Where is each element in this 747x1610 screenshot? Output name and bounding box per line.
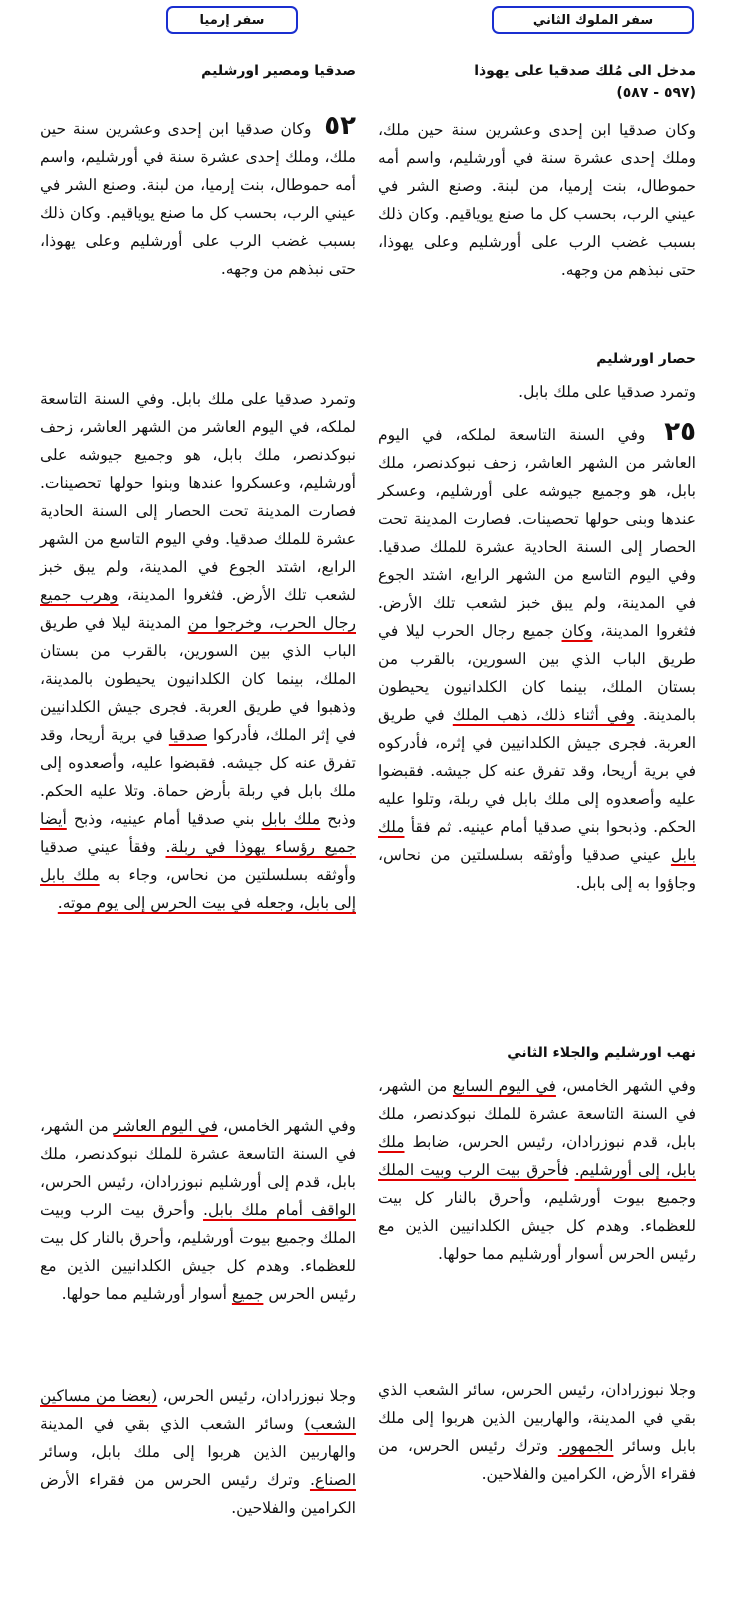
section-heading-zedekiah-reign: مدخل الى مُلك صدقيا على يهوذا <box>474 63 696 79</box>
verse-text: من الشهر، في السنة التاسعة عشرة للملك نبوكدنصر، ملك بابل، قدم إلى أورشليم نبوزرادان، رئيس الحرس، <box>40 1117 356 1191</box>
verse-text: وسائر الشعب الذي بقي في المدينة والهاربين الذين هربوا إلى ملك بابل، وسائر <box>40 1415 356 1461</box>
section-heading-dates: (٥٩٧ - ٥٨٧) <box>616 85 696 101</box>
verse-text: بني صدقيا أمام عينيه، وذبح <box>73 810 255 828</box>
paragraph-2kings-24-18 <box>378 116 696 284</box>
chapter-number: ٥٢ <box>324 111 356 141</box>
paragraph-jer-52-1 <box>40 112 356 283</box>
underlined-text: صدقيا <box>168 726 207 744</box>
paragraph-jer-52-12 <box>40 1112 356 1308</box>
underlined-text: ملك بابل <box>378 818 696 864</box>
paragraph-2kings-25-8 <box>378 1072 696 1268</box>
section-heading-plunder: نهب اورشليم والجلاء الثاني <box>507 1045 696 1061</box>
paragraph-jer-52-15 <box>40 1382 356 1522</box>
underlined-text: ملك بابل، إلى أورشليم. <box>378 1133 696 1179</box>
tab-second-kings[interactable]: سفر الملوك الثاني <box>492 6 694 34</box>
verse-text: وترك رئيس الحرس، من فقراء الأرض، الكرامين والفلاحين. <box>378 1437 696 1483</box>
verse-text: وتمرد صدقيا على ملك بابل. <box>518 383 696 401</box>
verse-text: وفي الشهر الخامس، <box>222 1117 356 1135</box>
underlined-text: وهرب جميع رجال الحرب، وخرجوا من <box>40 586 356 632</box>
underlined-text: في اليوم السابع <box>452 1077 556 1095</box>
paragraph-2kings-25-1 <box>378 418 696 897</box>
verse-text: في طريق العربة. فجرى جيش الكلدانيين في إثره، فأدركوه في برية أريحا، وقد تفرق عنه كل جيشه. فقبضوا عليه وأصعدوه إلى ملك بابل في ربلة، وتلوا عليه الحكم. وذبحوا بني صدقيا أمام عينيه. ثم فقأ <box>378 706 696 836</box>
section-heading-block <box>378 60 696 104</box>
verse-text: جميع رجال الحرب ليلا في طريق الباب الذي بين السورين، بالقرب من بستان الملك، بينما كان الكلدانيون يحيطون بالمدينة. <box>378 622 696 724</box>
verse-text: وفي الشهر الخامس، <box>561 1077 696 1095</box>
underlined-text: جميع <box>231 1285 264 1303</box>
chapter-number: ٢٥ <box>664 417 696 447</box>
underlined-text: ملك بابل <box>261 810 321 828</box>
verse-text: وجلا نبوزرادان، رئيس الحرس، <box>162 1387 357 1405</box>
underlined-text: وفي أثناء ذلك، ذهب الملك <box>452 706 635 724</box>
underlined-text: فأحرق بيت الرب وبيت الملك <box>378 1161 569 1179</box>
verse-text: في برية أريحا، وقد تفرق عنه كل جيشه. فقبضوا عليه، وأصعدوه إلى ملك بابل في ربلة بأرض حماة. وتلا عليه الحكم. وذبح <box>40 726 356 828</box>
underlined-text: وكان <box>561 622 593 640</box>
underlined-text: في اليوم العاشر <box>113 1117 218 1135</box>
paragraph-2kings-25-11 <box>378 1376 696 1488</box>
underlined-text: الصناع. <box>309 1471 356 1489</box>
verse-text: وأحرق بيت الرب وبيت الملك وجميع بيوت أورشليم، وأحرق بالنار كل بيت للعظماء. وهدم كل جيش الكلدانيين الذين مع رئيس الحرس <box>40 1201 356 1303</box>
verse-text: من الشهر، في السنة التاسعة عشرة للملك نبوكدنصر، ملك بابل، قدم نبوزرادان، رئيس الحرس، ضابط <box>378 1077 696 1151</box>
section-heading-siege: حصار اورشليم <box>596 351 696 367</box>
underlined-text: (بعضا من مساكين الشعب) <box>40 1387 356 1433</box>
verse-text: وجميع بيوت أورشليم، وأحرق بالنار كل بيت للعظماء. وهدم كل جيش الكلدانيين الذين مع رئيس الحرس أسوار أورشليم مما حولها. <box>378 1189 696 1263</box>
verse-text: وترك رئيس الحرس من فقراء الأرض الكرامين والفلاحين. <box>40 1471 356 1517</box>
section-heading-zedekiah-fate: صدقيا ومصير اورشليم <box>201 63 356 79</box>
verse-text: وكان صدقيا ابن إحدى وعشرين سنة حين ملك، وملك إحدى عشرة سنة في أورشليم، واسم أمه حموطال، بنت إرميا، من لبنة. وصنع الشر في عيني الرب، بحسب كل ما صنع يوياقيم. وكان ذلك بسبب غضب الرب على أورشليم وعلى يهوذا، حتى نبذهم من وجهه. <box>40 120 356 278</box>
verse-text: وفقأ عيني صدقيا وأوثقه بسلسلتين من نحاس، وجاء به <box>40 838 357 884</box>
verse-text: وجلا نبوزرادان، رئيس الحرس، سائر الشعب الذي بقي في المدينة، والهاربين الذين هربوا إلى ملك بابل وسائر <box>378 1381 696 1455</box>
verse-text: أسوار أورشليم مما حولها. <box>61 1285 227 1303</box>
paragraph-2kings-24-20 <box>378 378 696 406</box>
underlined-text: الجمهور. <box>557 1437 614 1455</box>
verse-text: وتمرد صدقيا على ملك بابل. وفي السنة التاسعة لملكه، في اليوم العاشر من الشهر العاشر، زحف نبوكدنصر، ملك بابل، هو وجميع جيوشه على أورشليم، وعسكروا عندها وبنوا حولها تحصينات. فصارت المدينة تحت الحصار إلى السنة الحادية عشرة للملك صدقيا. وفي اليوم التاسع من الشهر الرابع، اشتد الجوع في المدينة، ولم يبق خبز لشعب تلك الأرض. فثغروا المدينة، <box>40 390 356 604</box>
tab-jeremiah[interactable]: سفر إرميا <box>166 6 298 34</box>
verse-text: المدينة ليلا في طريق الباب الذي بين السورين، بالقرب من بستان الملك، بينما كان الكلدانيون يحيطون بالمدينة، وذهبوا في طريق العربة. فجرى جيش الكلدانيين في إثر الملك، فأدركوا <box>40 614 357 744</box>
verse-text: وفي السنة التاسعة لملكه، في اليوم العاشر من الشهر العاشر، زحف نبوكدنصر، ملك بابل، هو وجميع جيوشه على أورشليم، وعسكر عندها وبنى حولها تحصينات. فصارت المدينة تحت الحصار إلى السنة الحادية عشرة للملك صدقيا. وفي اليوم التاسع من الشهر الرابع، اشتد الجوع في المدينة، ولم يبق خبز لشعب تلك الأرض. فثغروا المدينة، <box>378 426 696 640</box>
underlined-text: الواقف أمام ملك بابل. <box>203 1201 356 1219</box>
underlined-text: ملك بابل إلى بابل، وجعله في بيت الحرس إلى يوم موته. <box>40 866 356 912</box>
paragraph-jer-52-3 <box>40 385 356 917</box>
underlined-text: أيضا جميع رؤساء يهوذا في ربلة. <box>40 810 356 856</box>
verse-text: وكان صدقيا ابن إحدى وعشرين سنة حين ملك، وملك إحدى عشرة سنة في أورشليم، واسم أمه حموطال، بنت إرميا، من لبنة. وصنع الشر في عيني الرب، بحسب كل ما صنع يوياقيم. وكان ذلك بسبب غضب الرب على أورشليم وعلى يهوذا، حتى نبذهم من وجهه. <box>378 121 696 279</box>
verse-text: عيني صدقيا وأوثقه بسلسلتين من نحاس، وجاؤوا به إلى بابل. <box>378 846 696 892</box>
